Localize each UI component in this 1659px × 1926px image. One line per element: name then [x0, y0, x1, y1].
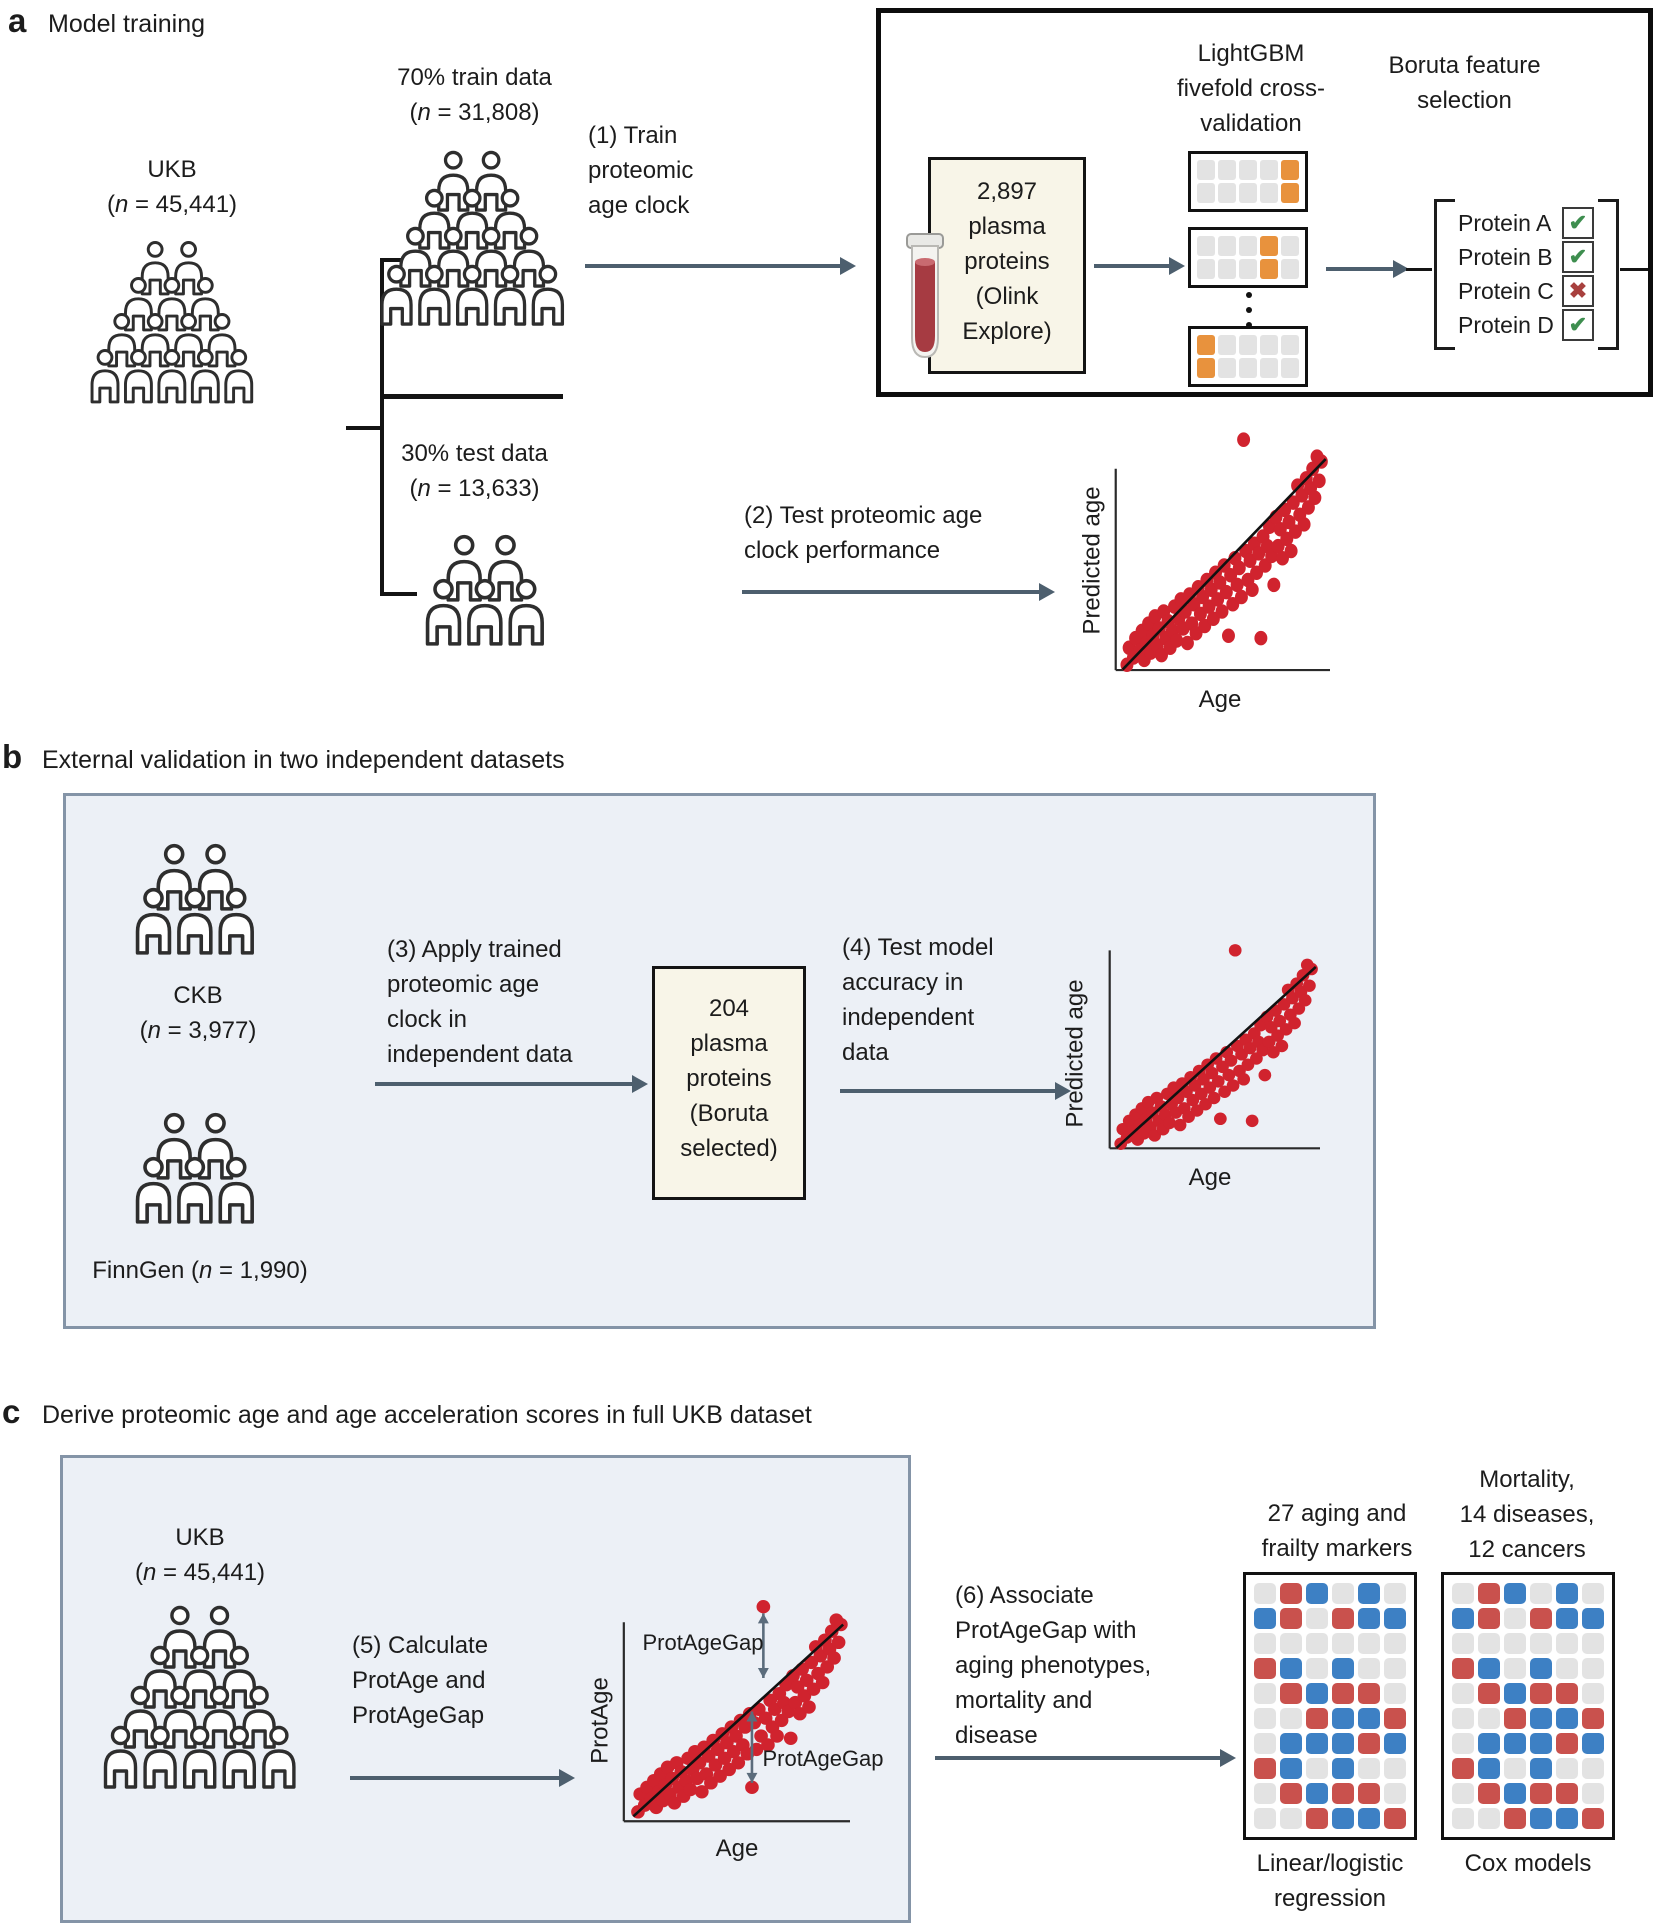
assoc-cell — [1530, 1783, 1552, 1804]
blood-tube-icon — [901, 232, 949, 364]
protagegap-label-bottom: ProtAgeGap — [762, 1746, 884, 1771]
assoc-cell — [1384, 1783, 1406, 1804]
step4-arrow — [840, 1089, 1056, 1093]
assoc-cell — [1384, 1708, 1406, 1729]
cv-cell — [1218, 335, 1236, 355]
assoc-cell — [1306, 1683, 1328, 1704]
assoc-cell — [1478, 1583, 1500, 1604]
assoc-cell — [1332, 1608, 1354, 1629]
ukb-c-n: (n = 45,441) — [134, 1559, 266, 1586]
assoc-cell — [1530, 1808, 1552, 1829]
assoc-cell — [1306, 1708, 1328, 1729]
assoc-cell — [1504, 1608, 1526, 1629]
boruta-title — [1372, 48, 1557, 118]
step6-line: disease — [955, 1722, 1038, 1749]
caption1-line: regression — [1273, 1885, 1387, 1912]
boruta-box-line: selected) — [680, 1135, 778, 1162]
cv-cell-highlighted — [1197, 358, 1215, 378]
assoc-cell — [1504, 1583, 1526, 1604]
boruta-proteins-box — [652, 966, 806, 1200]
step5-line: (5) Calculate — [352, 1632, 489, 1659]
scatter-plot-b — [1108, 942, 1320, 1150]
boruta-box-line: 204 — [708, 995, 750, 1022]
step3-label — [387, 932, 637, 1072]
assoc-cell — [1280, 1608, 1302, 1629]
cv-cell-highlighted — [1281, 160, 1299, 180]
scatter-b-ylabel: Predicted age — [1061, 979, 1089, 1128]
step6-line: aging phenotypes, — [955, 1652, 1152, 1679]
assoc-cell — [1384, 1633, 1406, 1654]
grid1-title-line: frailty markers — [1261, 1535, 1413, 1562]
step2-arrow — [742, 590, 1040, 594]
assoc-cell — [1306, 1608, 1328, 1629]
assoc-cell — [1556, 1783, 1578, 1804]
assoc-cell — [1452, 1808, 1474, 1829]
check-icon: ✔ — [1562, 241, 1594, 273]
cv-cell — [1218, 259, 1236, 279]
assoc-cell — [1254, 1758, 1276, 1779]
panel-b-label: b — [2, 738, 23, 775]
assoc-cell — [1556, 1808, 1578, 1829]
panel-c-title: Derive proteomic age and age acceleration scores in full UKB dataset — [42, 1401, 812, 1429]
step3-line: independent data — [387, 1041, 573, 1068]
assoc-cell — [1306, 1658, 1328, 1679]
plasma-box-line: proteins — [964, 248, 1050, 275]
step1-line: (1) Train — [588, 122, 678, 149]
assoc-cell — [1384, 1658, 1406, 1679]
assoc-grid-cox — [1441, 1572, 1615, 1840]
grid2-title-line: 14 diseases, — [1459, 1501, 1595, 1528]
scatter-c-ylabel: ProtAge — [586, 1677, 614, 1764]
assoc-cell — [1358, 1683, 1380, 1704]
cv-cell — [1197, 259, 1215, 279]
assoc-cell — [1332, 1583, 1354, 1604]
grid2-title-line: Mortality, — [1479, 1466, 1575, 1493]
boruta-title-line: selection — [1417, 87, 1512, 114]
protein-label: Protein A — [1458, 209, 1552, 236]
step6-line: (6) Associate — [955, 1582, 1094, 1609]
grid1-title-line: 27 aging and — [1267, 1500, 1407, 1527]
assoc-cell — [1452, 1733, 1474, 1754]
cv-cell-highlighted — [1197, 335, 1215, 355]
assoc-cell — [1384, 1758, 1406, 1779]
assoc-cell — [1254, 1708, 1276, 1729]
assoc-cell — [1556, 1733, 1578, 1754]
assoc-cell — [1530, 1733, 1552, 1754]
assoc-cell — [1306, 1733, 1328, 1754]
boruta-proteins-text — [655, 969, 803, 1166]
assoc-cell — [1358, 1633, 1380, 1654]
step5-line: ProtAgeGap — [352, 1702, 485, 1729]
plasma-box-line: (Olink — [975, 283, 1039, 310]
assoc-cell — [1478, 1608, 1500, 1629]
assoc-cell — [1306, 1783, 1328, 1804]
plasma-box-line: 2,897 — [976, 178, 1038, 205]
scatter-plot-a — [1114, 430, 1330, 672]
step6-label — [955, 1578, 1215, 1753]
assoc-cell — [1582, 1808, 1604, 1829]
assoc-cell — [1582, 1583, 1604, 1604]
cv-cell-highlighted — [1260, 236, 1278, 256]
assoc-cell — [1254, 1633, 1276, 1654]
ellipsis-icon — [1246, 292, 1252, 328]
assoc-cell — [1306, 1808, 1328, 1829]
protein-label: Protein B — [1458, 243, 1553, 270]
panel-c-label: c — [2, 1393, 21, 1430]
caption-linear-logistic — [1230, 1846, 1430, 1916]
cv-cell — [1260, 335, 1278, 355]
step4-line: data — [842, 1039, 889, 1066]
assoc-cell — [1280, 1683, 1302, 1704]
protein-row — [1458, 241, 1594, 273]
assoc-cell — [1582, 1608, 1604, 1629]
caption2-line: Cox models — [1464, 1850, 1592, 1877]
assoc-cell — [1504, 1658, 1526, 1679]
scatter-b-xlabel: Age — [1188, 1164, 1232, 1191]
assoc-cell — [1504, 1758, 1526, 1779]
check-icon: ✔ — [1562, 207, 1594, 239]
cv-cell — [1218, 183, 1236, 203]
step5-arrow — [350, 1776, 560, 1780]
assoc-cell — [1332, 1808, 1354, 1829]
assoc-cell — [1254, 1583, 1276, 1604]
step2-line: (2) Test proteomic age — [744, 502, 983, 529]
assoc-cell — [1358, 1783, 1380, 1804]
split-bracket-mid-stub — [346, 426, 382, 430]
assoc-grid2-title — [1427, 1462, 1627, 1567]
assoc-cell — [1504, 1708, 1526, 1729]
ukb-c-caption — [105, 1520, 295, 1590]
boruta-box-line: plasma — [690, 1030, 768, 1057]
assoc-cell — [1582, 1658, 1604, 1679]
assoc-cell — [1306, 1583, 1328, 1604]
cv-grid-3 — [1188, 326, 1308, 387]
assoc-cell — [1530, 1633, 1552, 1654]
step3-arrow — [375, 1082, 633, 1086]
people-group-train — [375, 150, 569, 331]
assoc-cell — [1530, 1758, 1552, 1779]
ukb-c-name: UKB — [175, 1524, 225, 1551]
step4-line: independent — [842, 1004, 975, 1031]
boruta-box-line: proteins — [686, 1065, 772, 1092]
panel-a-title: Model training — [48, 10, 206, 38]
assoc-cell — [1582, 1633, 1604, 1654]
people-group-ckb — [130, 843, 260, 960]
step5-label — [352, 1628, 552, 1733]
assoc-cell — [1530, 1658, 1552, 1679]
assoc-cell — [1556, 1633, 1578, 1654]
assoc-grid1-title — [1237, 1496, 1437, 1566]
ckb-n: (n = 3,977) — [139, 1017, 257, 1044]
plasma-box-line: Explore) — [962, 318, 1052, 345]
cv-cell — [1281, 236, 1299, 256]
step6-line: mortality and — [955, 1687, 1093, 1714]
assoc-cell — [1280, 1708, 1302, 1729]
step1-arrow — [585, 264, 841, 268]
assoc-cell — [1306, 1633, 1328, 1654]
step3-line: (3) Apply trained — [387, 936, 562, 963]
assoc-cell — [1452, 1683, 1474, 1704]
protein-row — [1458, 207, 1594, 239]
protein-row — [1458, 275, 1594, 307]
cv-cell — [1260, 183, 1278, 203]
boruta-title-line: Boruta feature — [1388, 52, 1541, 79]
assoc-cell — [1254, 1683, 1276, 1704]
assoc-cell — [1332, 1633, 1354, 1654]
assoc-cell — [1358, 1658, 1380, 1679]
assoc-cell — [1332, 1783, 1354, 1804]
pipeline-arrow-2 — [1326, 267, 1394, 271]
bracket-connector-left — [1406, 268, 1432, 271]
step5-line: ProtAge and — [352, 1667, 486, 1694]
cross-icon: ✖ — [1562, 275, 1594, 307]
cv-cell — [1239, 259, 1257, 279]
assoc-cell — [1478, 1658, 1500, 1679]
cv-cell — [1260, 358, 1278, 378]
assoc-cell — [1306, 1758, 1328, 1779]
plasma-proteins-text — [931, 160, 1083, 349]
assoc-cell — [1452, 1633, 1474, 1654]
check-icon: ✔ — [1562, 309, 1594, 341]
assoc-cell — [1478, 1808, 1500, 1829]
ckb-caption — [103, 978, 293, 1048]
assoc-cell — [1504, 1633, 1526, 1654]
people-group-ukb-c — [98, 1605, 301, 1794]
assoc-cell — [1254, 1808, 1276, 1829]
step1-line: age clock — [588, 192, 690, 219]
plasma-box-line: plasma — [968, 213, 1046, 240]
cv-cell — [1218, 358, 1236, 378]
assoc-cell — [1452, 1758, 1474, 1779]
cv-cell — [1239, 160, 1257, 180]
cv-cell — [1281, 358, 1299, 378]
step2-label — [744, 498, 1084, 568]
assoc-cell — [1582, 1708, 1604, 1729]
assoc-cell — [1582, 1758, 1604, 1779]
assoc-cell — [1452, 1608, 1474, 1629]
assoc-cell — [1530, 1708, 1552, 1729]
step3-line: clock in — [387, 1006, 468, 1033]
protagegap-label-top: ProtAgeGap — [642, 1630, 764, 1655]
protein-row — [1458, 309, 1594, 341]
step4-line: (4) Test model — [842, 934, 994, 961]
train-caption — [377, 60, 572, 130]
pipeline-arrow-1 — [1094, 264, 1170, 268]
assoc-cell — [1478, 1708, 1500, 1729]
step2-line: clock performance — [744, 537, 941, 564]
assoc-cell — [1478, 1733, 1500, 1754]
assoc-cell — [1556, 1583, 1578, 1604]
assoc-cell — [1358, 1808, 1380, 1829]
scatter-a-xlabel: Age — [1198, 686, 1242, 713]
cv-cell — [1281, 259, 1299, 279]
ukb-a-n: (n = 45,441) — [106, 191, 238, 218]
assoc-cell — [1582, 1733, 1604, 1754]
train-name: 70% train data — [397, 64, 552, 91]
assoc-cell — [1358, 1758, 1380, 1779]
cv-cell — [1239, 335, 1257, 355]
assoc-cell — [1504, 1808, 1526, 1829]
people-group-ukb-a — [86, 240, 258, 409]
people-group-finngen — [130, 1112, 260, 1229]
cv-cell — [1239, 236, 1257, 256]
cv-cell — [1197, 160, 1215, 180]
grid2-title-line: 12 cancers — [1468, 1536, 1586, 1563]
cv-cell — [1197, 236, 1215, 256]
protein-bracket-right — [1598, 199, 1619, 350]
caption1-line: Linear/logistic — [1256, 1850, 1404, 1877]
boruta-box-line: (Boruta — [689, 1100, 769, 1127]
assoc-cell — [1530, 1683, 1552, 1704]
assoc-cell — [1280, 1783, 1302, 1804]
cv-cell-highlighted — [1281, 183, 1299, 203]
assoc-cell — [1384, 1608, 1406, 1629]
assoc-cell — [1254, 1658, 1276, 1679]
assoc-cell — [1556, 1758, 1578, 1779]
finngen-caption: FinnGen (n = 1,990) — [92, 1257, 308, 1284]
assoc-cell — [1332, 1758, 1354, 1779]
ukb-a-caption — [77, 152, 267, 222]
lightgbm-title-line: fivefold cross- — [1176, 75, 1326, 102]
lightgbm-title — [1163, 36, 1339, 141]
assoc-cell — [1452, 1658, 1474, 1679]
cv-cell — [1197, 183, 1215, 203]
step6-arrow — [935, 1756, 1221, 1760]
assoc-cell — [1332, 1658, 1354, 1679]
cv-grid-1 — [1188, 151, 1308, 212]
assoc-cell — [1358, 1708, 1380, 1729]
cv-cell — [1260, 160, 1278, 180]
step1-line: proteomic — [588, 157, 694, 184]
assoc-cell — [1280, 1808, 1302, 1829]
assoc-cell — [1384, 1808, 1406, 1829]
assoc-cell — [1358, 1583, 1380, 1604]
scatter-a-ylabel: Predicted age — [1078, 486, 1106, 635]
assoc-cell — [1478, 1758, 1500, 1779]
cv-cell — [1239, 183, 1257, 203]
assoc-cell — [1280, 1633, 1302, 1654]
cv-grid-2 — [1188, 227, 1308, 288]
test-name: 30% test data — [401, 440, 548, 467]
assoc-cell — [1452, 1783, 1474, 1804]
assoc-cell — [1280, 1583, 1302, 1604]
assoc-cell — [1254, 1733, 1276, 1754]
assoc-cell — [1384, 1733, 1406, 1754]
train-n: (n = 31,808) — [409, 99, 540, 126]
assoc-cell — [1358, 1608, 1380, 1629]
assoc-cell — [1504, 1733, 1526, 1754]
assoc-cell — [1556, 1608, 1578, 1629]
assoc-cell — [1358, 1733, 1380, 1754]
assoc-cell — [1332, 1683, 1354, 1704]
panel-b-title: External validation in two independent datasets — [42, 746, 565, 774]
step1-label — [588, 118, 748, 223]
assoc-cell — [1556, 1658, 1578, 1679]
cv-cell-highlighted — [1260, 259, 1278, 279]
assoc-cell — [1384, 1583, 1406, 1604]
assoc-cell — [1582, 1783, 1604, 1804]
assoc-cell — [1530, 1608, 1552, 1629]
assoc-cell — [1504, 1683, 1526, 1704]
scatter-c-xlabel: Age — [715, 1835, 759, 1862]
assoc-grid-linear — [1243, 1572, 1417, 1840]
assoc-cell — [1478, 1783, 1500, 1804]
ckb-name: CKB — [173, 982, 223, 1009]
assoc-cell — [1452, 1583, 1474, 1604]
assoc-cell — [1556, 1708, 1578, 1729]
lightgbm-title-line: validation — [1200, 110, 1302, 137]
assoc-cell — [1556, 1683, 1578, 1704]
assoc-cell — [1384, 1683, 1406, 1704]
cv-cell — [1218, 236, 1236, 256]
ukb-a-name: UKB — [147, 156, 197, 183]
lightgbm-title-line: LightGBM — [1197, 40, 1305, 67]
assoc-cell — [1332, 1733, 1354, 1754]
cv-cell — [1218, 160, 1236, 180]
test-n: (n = 13,633) — [409, 475, 540, 502]
assoc-cell — [1530, 1583, 1552, 1604]
assoc-cell — [1280, 1733, 1302, 1754]
people-group-test — [420, 534, 550, 651]
step6-line: ProtAgeGap with — [955, 1617, 1137, 1644]
cv-cell — [1239, 358, 1257, 378]
protein-bracket-left — [1434, 199, 1455, 350]
assoc-cell — [1504, 1783, 1526, 1804]
assoc-cell — [1452, 1708, 1474, 1729]
cv-cell — [1281, 335, 1299, 355]
assoc-cell — [1478, 1633, 1500, 1654]
bracket-connector-right — [1620, 268, 1648, 271]
test-caption — [377, 436, 572, 506]
caption-cox-models — [1428, 1846, 1628, 1881]
assoc-cell — [1280, 1658, 1302, 1679]
panel-a-label: a — [8, 2, 27, 39]
plasma-proteins-box — [928, 157, 1086, 374]
protein-label: Protein C — [1458, 277, 1554, 304]
step3-line: proteomic age — [387, 971, 540, 998]
assoc-cell — [1254, 1783, 1276, 1804]
step4-label — [842, 930, 1062, 1070]
assoc-cell — [1332, 1708, 1354, 1729]
assoc-cell — [1478, 1683, 1500, 1704]
assoc-cell — [1280, 1758, 1302, 1779]
step4-line: accuracy in — [842, 969, 964, 996]
train-test-divider — [383, 394, 563, 399]
assoc-cell — [1254, 1608, 1276, 1629]
split-bracket-bottom-stub — [380, 592, 417, 596]
assoc-cell — [1582, 1683, 1604, 1704]
protein-label: Protein D — [1458, 311, 1554, 338]
